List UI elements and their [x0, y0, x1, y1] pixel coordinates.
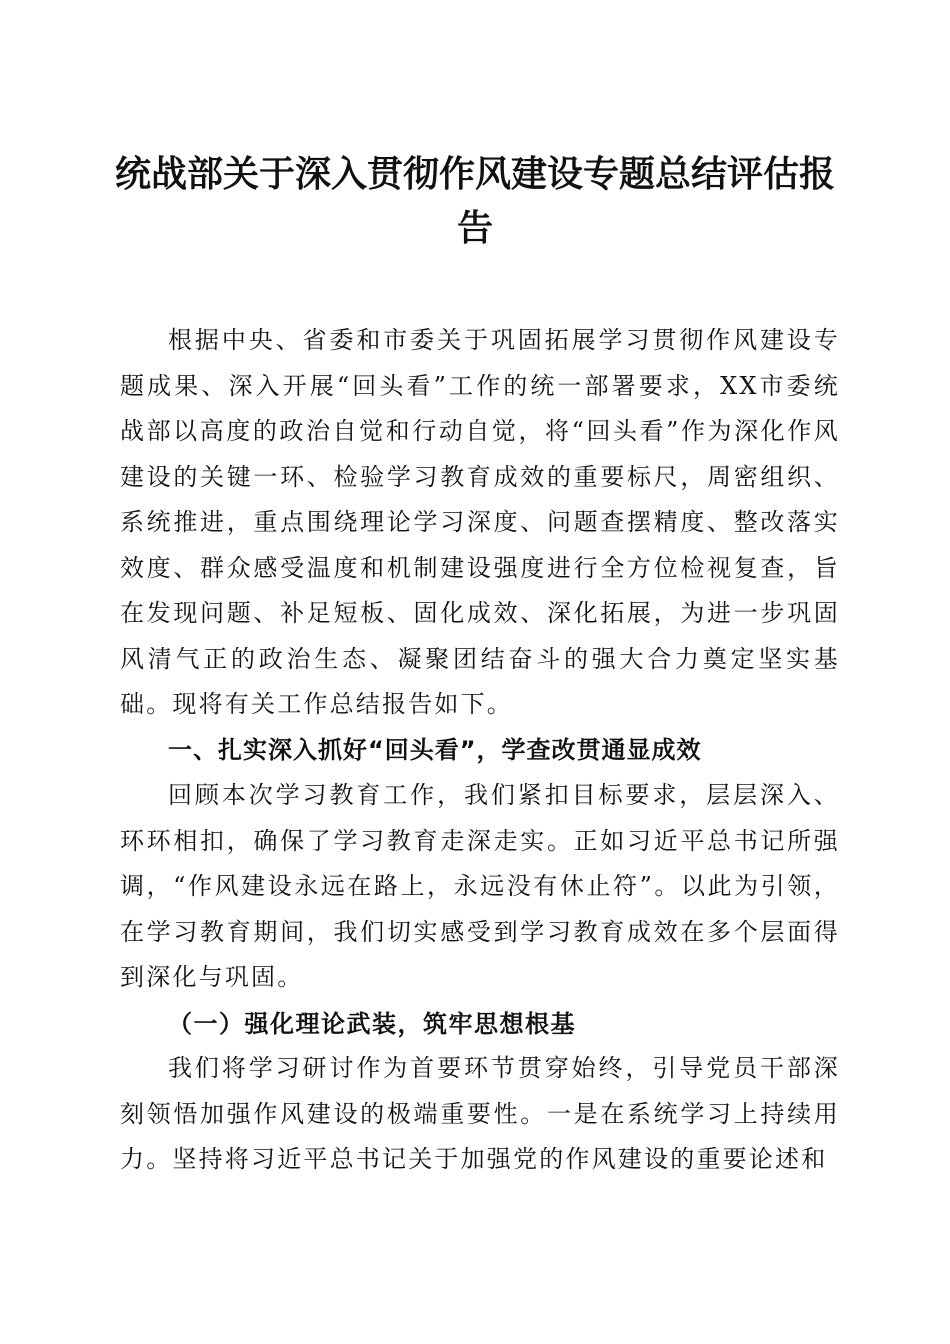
document-body	[120, 318, 840, 1183]
section-heading: 一、扎实深入抓好“回头看”，学查改贯通显成效	[168, 735, 702, 764]
subsection-heading: （一）强化理论武装，筑牢思想根基	[168, 1008, 576, 1038]
subsection-paragraph: 我们将学习研讨作为首要环节贯穿始终，引导党员干部深刻领悟加强作风建设的极端重要性。一是在系统学习上持续用力。坚持将习近平总书记关于加强党的作风建设的重要论述和	[120, 1054, 840, 1173]
document-title: 统战部关于深入贯彻作风建设专题总结评估报告	[114, 154, 835, 249]
section-paragraph: 回顾本次学习教育工作，我们紧扣目标要求，层层深入、环环相扣，确保了学习教育走深走实。正如习近平总书记所强调，“作风建设永远在路上，永远没有休止符”。以此为引领，在学习教育期间，我们切实感受到学习教育成效在多个层面得到深化与巩固。	[120, 781, 840, 991]
intro-paragraph: 根据中央、省委和市委关于巩固拓展学习贯彻作风建设专题成果、深入开展“回头看”工作的统一部署要求，XX市委统战部以高度的政治自觉和行动自觉，将“回头看”作为深化作风建设的关键一环、检验学习教育成效的重要标尺，周密组织、系统推进，重点围绕理论学习深度、问题查摆精度、整改落实效度、群众感受温度和机制建设强度进行全方位检视复查，旨在发现问题、补足短板、固化成效、深化拓展，为进一步巩固风清气正的政治生态、凝聚团结奋斗的强大合力奠定坚实基础。现将有关工作总结报告如下。	[120, 326, 840, 718]
